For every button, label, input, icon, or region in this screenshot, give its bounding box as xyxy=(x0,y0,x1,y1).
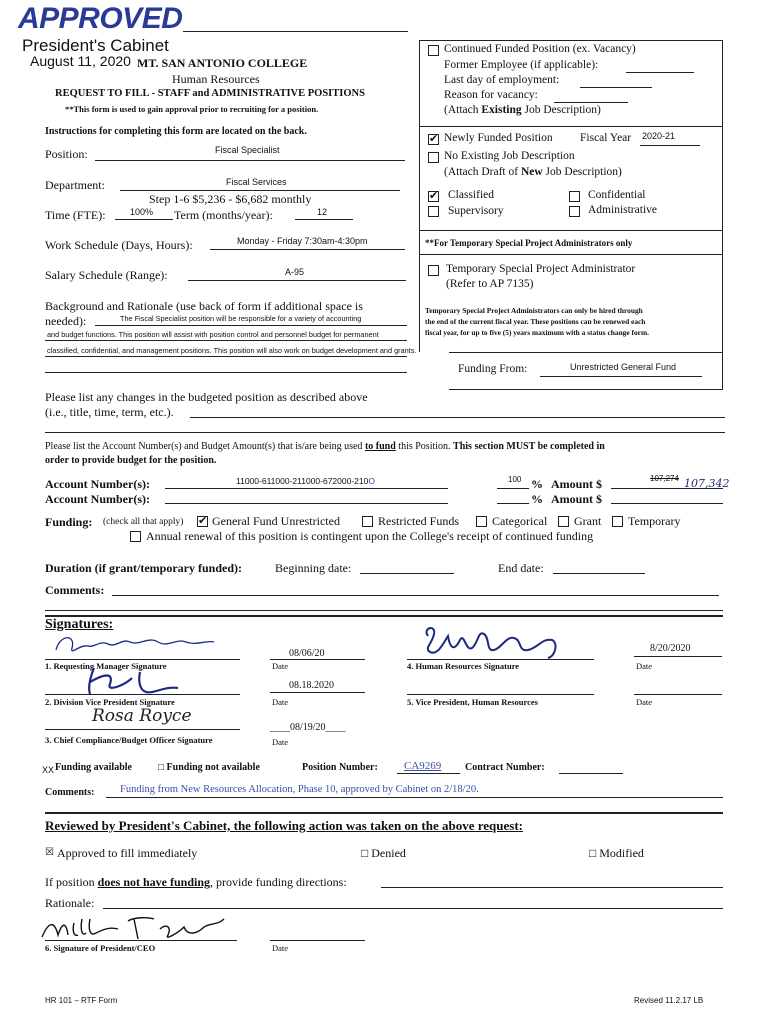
sig2-label: 2. Division Vice President Signature xyxy=(45,697,175,707)
instructions: Instructions for completing this form are located on the back. xyxy=(45,126,307,137)
rationale-label: Rationale: xyxy=(45,896,95,910)
modified-option[interactable]: □ Modified xyxy=(589,846,644,860)
continued-funded-label: Continued Funded Position (ex. Vacancy) xyxy=(444,43,636,55)
percent-line-1[interactable] xyxy=(497,488,529,489)
funding-directions-line[interactable] xyxy=(381,887,723,888)
denied-option[interactable]: □ Denied xyxy=(361,846,406,860)
sig4-date-label: Date xyxy=(636,661,653,671)
temp-note-2: the end of the current fiscal year. These positions can be renewed each xyxy=(425,317,646,326)
temporary-label: Temporary xyxy=(628,514,681,528)
supervisory-checkbox[interactable] xyxy=(428,206,439,217)
confidential-label: Confidential xyxy=(588,189,646,201)
amount-line-2[interactable] xyxy=(611,503,723,504)
signature-manager xyxy=(50,628,220,660)
end-date-line[interactable] xyxy=(553,573,645,574)
amount-handwritten-1: 107,342 xyxy=(684,477,730,490)
account-instructions: Please list the Account Number(s) and Budget Amount(s) that is/are being used to fund this Position. This section MUST be completed in xyxy=(45,441,605,452)
form-note: **This form is used to gain approval prior to recruiting for a position. xyxy=(65,104,319,114)
form-title: REQUEST TO FILL - STAFF and ADMINISTRATIVE POSITIONS xyxy=(55,88,365,99)
salary-schedule-value: A-95 xyxy=(285,267,305,277)
approved-label: Approved to fill immediately xyxy=(57,846,198,860)
approved-checkbox-mark[interactable]: ☒ xyxy=(45,847,54,858)
account-line-1[interactable] xyxy=(165,488,448,489)
general-fund-label: General Fund Unrestricted xyxy=(212,514,340,528)
background-line-2[interactable] xyxy=(45,340,407,341)
review-title: Reviewed by President's Cabinet, the following action was taken on the above request: xyxy=(45,818,523,833)
sig4-date: 8/20/2020 xyxy=(650,643,691,654)
attach-existing: (Attach Existing Job Description) xyxy=(444,104,601,116)
right-divider-2 xyxy=(419,230,723,231)
reason-line[interactable] xyxy=(554,102,628,103)
restricted-funds-label: Restricted Funds xyxy=(378,514,459,528)
sig6-date-line[interactable] xyxy=(270,940,365,941)
time-fte-label: Time (FTE): xyxy=(45,208,106,222)
sig4-line[interactable] xyxy=(407,659,594,660)
changes-line-2: (i.e., title, time, term, etc.). xyxy=(45,405,174,419)
amount-struck-1: 107,274 xyxy=(650,474,679,483)
amount-line-1[interactable] xyxy=(611,488,723,489)
right-divider-4 xyxy=(419,352,723,353)
temp-note-1: Temporary Special Project Administrators can only be hired through xyxy=(425,306,643,315)
newly-funded-checkbox[interactable] xyxy=(428,134,439,145)
approved-stamp: APPROVED xyxy=(18,2,183,35)
sig1-date-line[interactable] xyxy=(270,659,365,660)
sig3-date: ____08/19/20____ xyxy=(270,722,346,733)
reason-label: Reason for vacancy: xyxy=(444,89,538,101)
time-fte-value: 100% xyxy=(130,207,154,217)
work-schedule-value: Monday - Friday 7:30am-4:30pm xyxy=(237,236,368,246)
term-label: Term (months/year): xyxy=(174,208,273,222)
sig2-date: 08.18.2020 xyxy=(289,680,334,691)
sig3-handwritten: Rosa Royce xyxy=(92,706,192,726)
funding-available-label: Funding available xyxy=(55,762,132,773)
department-label: Department: xyxy=(45,178,105,192)
sig-comments-label: Comments: xyxy=(45,787,95,798)
background-text-2: and budget functions. This position will assist with position control and personnel budget for permanent xyxy=(47,330,379,339)
sig6-line[interactable] xyxy=(45,940,237,941)
temp-header: **For Temporary Special Project Administrators only xyxy=(425,238,633,248)
right-panel-base xyxy=(419,352,449,390)
duration-comments-line-2[interactable] xyxy=(45,610,723,611)
sig1-label: 1. Requesting Manager Signature xyxy=(45,661,167,671)
background-label-1: Background and Rationale (use back of form if additional space is xyxy=(45,299,363,313)
college-name: MT. SAN ANTONIO COLLEGE xyxy=(137,56,308,70)
contract-number-label: Contract Number: xyxy=(465,762,545,773)
temp-admin-label-2: (Refer to AP 7135) xyxy=(446,278,534,290)
categorical-checkbox[interactable] xyxy=(476,516,487,527)
beginning-date-line[interactable] xyxy=(360,573,454,574)
end-date-label: End date: xyxy=(498,561,544,575)
term-line[interactable] xyxy=(295,219,353,220)
salary-schedule-label: Salary Schedule (Range): xyxy=(45,268,168,282)
categorical-label: Categorical xyxy=(492,514,548,528)
rationale-line[interactable] xyxy=(103,908,723,909)
position-label: Position: xyxy=(45,147,88,161)
background-label-2: needed): xyxy=(45,314,87,328)
section-divider xyxy=(45,615,723,617)
footer-form-id: HR 101 – RTF Form xyxy=(45,996,118,1005)
duration-comments-line-1[interactable] xyxy=(112,595,719,596)
percent-label-1: % xyxy=(531,477,543,491)
former-employee-line[interactable] xyxy=(626,72,694,73)
sig3-label: 3. Chief Compliance/Budget Officer Signature xyxy=(45,735,213,745)
beginning-date-label: Beginning date: xyxy=(275,561,352,575)
sig3-line[interactable] xyxy=(45,729,240,730)
funding-directions-label: If position does not have funding, provide funding directions: xyxy=(45,875,347,889)
account-instructions-2: order to provide budget for the position. xyxy=(45,455,217,466)
temporary-checkbox[interactable] xyxy=(612,516,623,527)
department-line[interactable] xyxy=(120,190,400,191)
account-value-1: 11000-611000-211000-672000-210O xyxy=(236,476,375,486)
grant-checkbox[interactable] xyxy=(558,516,569,527)
former-employee-label: Former Employee (if applicable): xyxy=(444,59,599,71)
amount-label-2: Amount $ xyxy=(551,492,603,506)
duration-comments-label: Comments: xyxy=(45,583,105,597)
percent-label-2: % xyxy=(531,492,543,506)
annual-renewal-checkbox[interactable] xyxy=(130,531,141,542)
confidential-checkbox[interactable] xyxy=(569,191,580,202)
sig5-label: 5. Vice President, Human Resources xyxy=(407,697,538,707)
sig5-line[interactable] xyxy=(407,694,594,695)
sig3-date-label: Date xyxy=(272,737,289,747)
administrative-checkbox[interactable] xyxy=(569,206,580,217)
percent-value-1: 100 xyxy=(508,475,522,484)
right-divider-3 xyxy=(419,254,723,255)
sig2-date-line[interactable] xyxy=(270,692,365,693)
sig1-date-label: Date xyxy=(272,661,289,671)
review-divider xyxy=(45,812,723,814)
funding-from-label: Funding From: xyxy=(458,363,528,375)
last-day-label: Last day of employment: xyxy=(444,74,560,86)
sig1-date: 08/06/20 xyxy=(289,648,325,659)
sig-comments-line[interactable] xyxy=(106,797,723,798)
position-line[interactable] xyxy=(95,160,405,161)
fiscal-year-line[interactable] xyxy=(640,145,700,146)
newly-funded-label: Newly Funded Position xyxy=(444,132,553,144)
sig5-date-line[interactable] xyxy=(634,694,722,695)
changes-input-line-1[interactable] xyxy=(190,417,725,418)
funding-not-available[interactable]: □ Funding not available xyxy=(158,762,260,773)
fiscal-year-label: Fiscal Year xyxy=(580,132,632,144)
work-schedule-label: Work Schedule (Days, Hours): xyxy=(45,238,193,252)
annual-renewal-label: Annual renewal of this position is contingent upon the College's receipt of continued funding xyxy=(146,529,594,543)
sig2-date-label: Date xyxy=(272,697,289,707)
time-fte-line[interactable] xyxy=(115,219,173,220)
general-fund-checkbox[interactable] xyxy=(197,516,208,527)
stamp-line xyxy=(183,31,408,32)
sig1-line[interactable] xyxy=(45,659,240,660)
work-schedule-line[interactable] xyxy=(210,249,405,250)
funding-from-value: Unrestricted General Fund xyxy=(570,362,677,372)
funding-from-line[interactable] xyxy=(540,376,702,377)
step-salary: Step 1-6 $5,236 - $6,682 monthly xyxy=(149,192,312,206)
duration-label: Duration (if grant/temporary funded): xyxy=(45,561,242,575)
department-value: Fiscal Services xyxy=(226,177,287,187)
signature-vice-president xyxy=(80,664,190,698)
footer-revision: Revised 11.2.17 LB xyxy=(634,996,704,1005)
temp-note-3: fiscal year, for up to five (5) years maximum with a status change form. xyxy=(425,328,649,337)
last-day-line[interactable] xyxy=(580,87,652,88)
sig-comments-value: Funding from New Resources Allocation, Phase 10, approved by Cabinet on 2/18/20. xyxy=(120,784,479,795)
sig5-date-label: Date xyxy=(636,697,653,707)
classified-label: Classified xyxy=(448,189,494,201)
background-line-4[interactable] xyxy=(45,372,407,373)
grant-label: Grant xyxy=(574,514,602,528)
position-number-value: CA9269 xyxy=(404,760,442,772)
signature-president xyxy=(38,913,238,947)
administrative-label: Administrative xyxy=(588,204,657,216)
term-value: 12 xyxy=(317,207,328,217)
attach-new: (Attach Draft of New Job Description) xyxy=(444,166,622,178)
background-line-3[interactable] xyxy=(45,356,407,357)
classified-checkbox[interactable] xyxy=(428,191,439,202)
position-number-line[interactable] xyxy=(397,773,460,774)
fiscal-year-value: 2020-21 xyxy=(642,131,676,141)
funding-label: Funding: xyxy=(45,515,93,529)
contract-number-line[interactable] xyxy=(559,773,623,774)
supervisory-label: Supervisory xyxy=(448,205,504,217)
background-line-1[interactable] xyxy=(95,325,407,326)
position-number-label: Position Number: xyxy=(302,762,378,773)
funding-available-mark[interactable]: XX xyxy=(42,765,55,775)
background-text-1: The Fiscal Specialist position will be responsible for a variety of accounting xyxy=(120,314,362,323)
sig2-line[interactable] xyxy=(45,694,240,695)
changes-input-line-2[interactable] xyxy=(45,432,725,433)
signature-human-resources xyxy=(420,622,570,662)
funding-check-all: (check all that apply) xyxy=(103,517,184,527)
position-value: Fiscal Specialist xyxy=(215,145,280,155)
account-line-2[interactable] xyxy=(165,503,448,504)
signatures-title: Signatures: xyxy=(45,617,114,632)
continued-funded-checkbox[interactable] xyxy=(428,45,439,56)
background-text-3: classified, confidential, and management positions. This position will also work on budget development and grants. xyxy=(47,346,417,355)
salary-schedule-line[interactable] xyxy=(188,280,406,281)
stamp-date: August 11, 2020 xyxy=(30,53,131,69)
account-label-1: Account Number(s): xyxy=(45,477,150,491)
cabinet-stamp: President's Cabinet xyxy=(22,36,169,55)
temp-admin-checkbox[interactable] xyxy=(428,265,439,276)
amount-label-1: Amount $ xyxy=(551,477,603,491)
no-existing-checkbox[interactable] xyxy=(428,152,439,163)
temp-admin-label-1: Temporary Special Project Administrator xyxy=(446,263,636,275)
no-existing-label: No Existing Job Description xyxy=(444,150,575,162)
restricted-funds-checkbox[interactable] xyxy=(362,516,373,527)
sig6-label: 6. Signature of President/CEO xyxy=(45,943,156,953)
sig6-date-label: Date xyxy=(272,943,289,953)
account-label-2: Account Number(s): xyxy=(45,492,150,506)
changes-line-1: Please list any changes in the budgeted position as described above xyxy=(45,390,368,404)
sig4-date-line[interactable] xyxy=(634,656,722,657)
department-name: Human Resources xyxy=(172,72,260,86)
sig4-label: 4. Human Resources Signature xyxy=(407,661,520,671)
percent-line-2[interactable] xyxy=(497,503,529,504)
right-divider-1 xyxy=(419,126,723,127)
